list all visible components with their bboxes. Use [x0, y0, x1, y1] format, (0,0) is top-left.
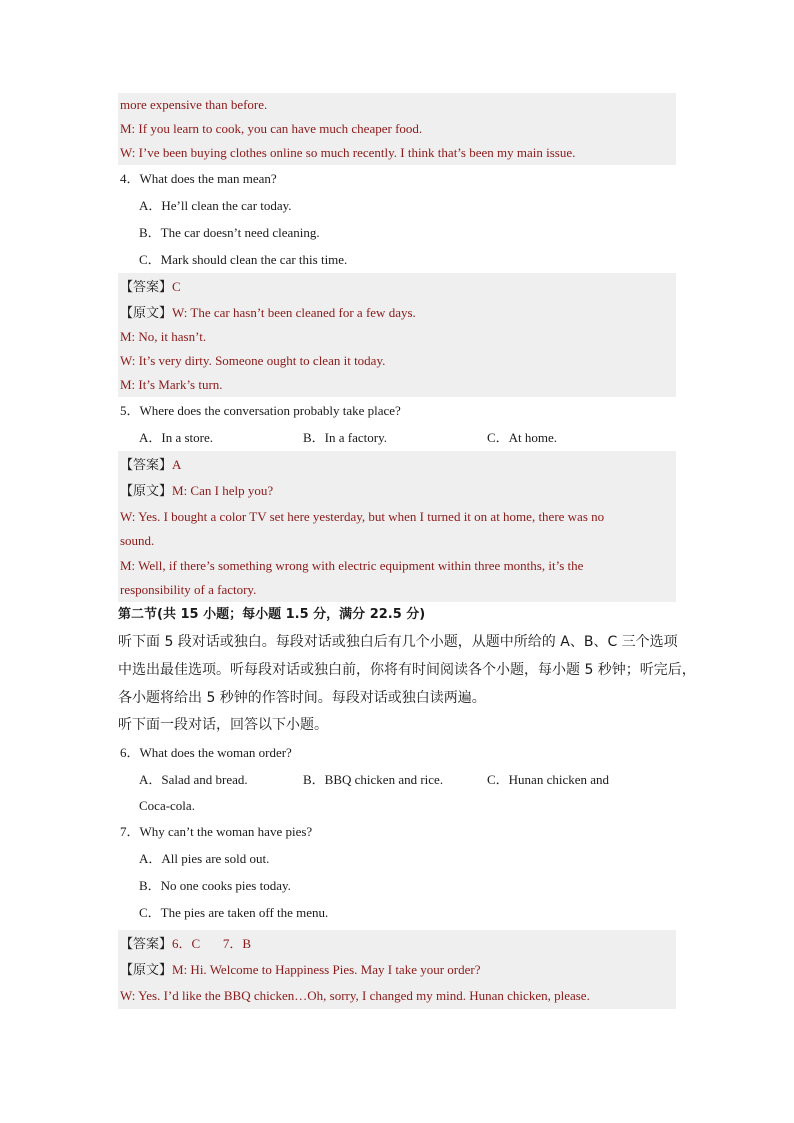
question-6-option-b: B．BBQ chicken and rice. — [303, 772, 444, 787]
section-heading: 第二节(共 15 小题；每小题 1.5 分，满分 22.5 分) — [118, 607, 426, 622]
answer-value: C — [172, 279, 181, 294]
question-6-option-a: A．Salad and bread. — [139, 772, 248, 787]
transcript-line — [118, 957, 676, 983]
question-4-option-c: C．Mark should clean the car this time. — [139, 252, 348, 267]
question-5-option-a: A．In a store. — [139, 430, 214, 445]
transcript-tag: 【原文】 — [120, 484, 173, 499]
section-instructions: 各小题将给出 5 秒钟的作答时间。每段对话或独白读两遍。 — [118, 690, 486, 706]
question-5-option-c: C．At home. — [487, 430, 558, 445]
question-4-option-b: B．The car doesn’t need cleaning. — [139, 225, 320, 240]
question-5-options — [118, 424, 676, 451]
transcript-line — [118, 478, 676, 504]
question-6-option-c-continued: Coca-cola. — [139, 798, 195, 813]
transcript-line — [118, 300, 676, 325]
transcript-line: M: Well, if there’s something wrong with electric equipment within three months, it’s the — [118, 553, 676, 578]
question-7-option-b: B．No one cooks pies today. — [139, 878, 291, 893]
question-7-option-a: A．All pies are sold out. — [139, 851, 270, 866]
question-7-option-c: C．The pies are taken off the menu. — [139, 905, 329, 920]
question-6-options — [118, 766, 676, 793]
question-4-option-a: A．He’ll clean the car today. — [139, 198, 292, 213]
transcript-text: M: Hi. Welcome to Happiness Pies. May I take your order? — [172, 962, 481, 977]
transcript-tag: 【原文】 — [120, 306, 173, 321]
answer-tag: 【答案】 — [120, 937, 173, 952]
transcript-text: M: Can I help you? — [172, 483, 274, 498]
question-5-option-b: B．In a factory. — [303, 430, 387, 445]
section-instructions: 听下面 5 段对话或独白。每段对话或独白后有几个小题，从题中所给的 A、B、C 三个选项 — [118, 634, 678, 650]
transcript-line: sound. — [118, 529, 676, 553]
document-page — [118, 93, 696, 1009]
answer-tag: 【答案】 — [120, 280, 173, 295]
answer-line-5 — [118, 451, 676, 478]
transcript-line: W: Yes. I’d like the BBQ chicken…Oh, sorry, I changed my mind. Hunan chicken, please. — [118, 983, 676, 1009]
transcript-line: W: It’s very dirty. Someone ought to clean it today. — [118, 349, 676, 373]
transcript-line: more expensive than before. — [118, 93, 676, 117]
transcript-tag: 【原文】 — [120, 963, 173, 978]
answer-value: A — [172, 457, 182, 472]
transcript-line: responsibility of a factory. — [118, 578, 676, 602]
transcript-line: M: If you learn to cook, you can have much cheaper food. — [118, 117, 676, 141]
question-5-stem: 5．Where does the conversation probably take place? — [120, 403, 401, 418]
transcript-line: M: It’s Mark’s turn. — [118, 373, 676, 397]
section-instructions: 听下面一段对话，回答以下小题。 — [118, 717, 328, 733]
section-instructions: 中选出最佳选项。听每段对话或独白前，你将有时间阅读各个小题，每小题 5 秒钟；听完后， — [118, 662, 696, 678]
question-7-stem: 7．Why can’t the woman have pies? — [120, 824, 313, 839]
transcript-line: M: No, it hasn’t. — [118, 325, 676, 349]
transcript-line: W: Yes. I bought a color TV set here yesterday, but when I turned it on at home, there was no — [118, 504, 676, 529]
answer-tag: 【答案】 — [120, 458, 173, 473]
question-6-option-c: C．Hunan chicken and — [487, 772, 610, 787]
answer-line-6-7 — [118, 930, 676, 957]
answer-value: 6．C 7．B — [172, 936, 252, 951]
answer-line-4 — [118, 273, 676, 300]
question-4-stem: 4．What does the man mean? — [120, 171, 277, 186]
transcript-line: W: I’ve been buying clothes online so much recently. I think that’s been my main issue. — [118, 141, 676, 165]
transcript-text: W: The car hasn’t been cleaned for a few days. — [172, 305, 416, 320]
question-6-stem: 6．What does the woman order? — [120, 745, 292, 760]
